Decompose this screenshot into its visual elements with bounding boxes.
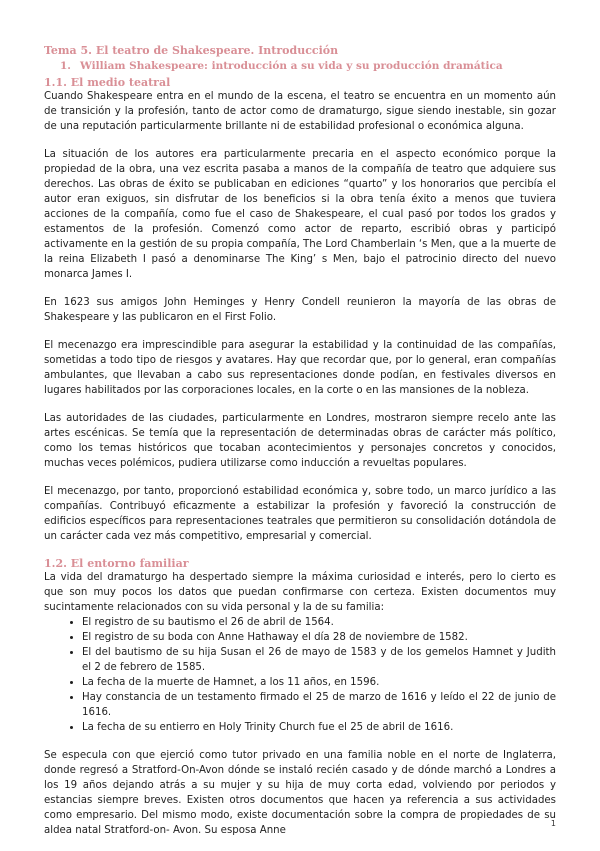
paragraph: Las autoridades de las ciudades, particularmente en Londres, mostraron siempre recelo ante las artes escénicas. Se temía que la representación de determinadas obras de carácter más político, como los temas históricos que tocaban acontecimientos y personajes concretos y conocidos, muchas veces polémicos, pudiera utilizarse como inducción a revueltas populares. [44, 413, 556, 469]
paragraph: Se especula con que ejerció como tutor privado en una familia noble en el norte de Inglaterra, donde regresó a Stratford-On-Avon dónde se instaló recién casado y de dónde marchó a Londres a los 19 años dejando atrás a su mujer y su hija de muy corta edad, volviendo por periodos y estancias siempre breves. Existen otros documentos que hacen ya referencia a sus actividades como empresario. Del mismo modo, existe documentación sobre la compra de propiedades de su aldea natal Stratford-on- Avon. Su esposa Anne [44, 750, 556, 836]
subtitle-text: William Shakespeare: introducción a su vida y su producción dramática [80, 60, 503, 72]
chapter-subtitle [60, 60, 503, 72]
list-item: • El del bautismo de su hija Susan el 26 de mayo de 1583 y de los gemelos Hamnet y Judith el 2 de febrero de 1585. [82, 645, 556, 675]
paragraph: El mecenazgo, por tanto, proporcionó estabilidad económica y, sobre todo, un marco jurídico a las compañías. Contribuyó eficazmente a estabilizar la profesión y favoreció la construcción de edificios específicos para representaciones teatrales que permitieron su consolidación dotándola de un carácter cada vez más competitivo, empresarial y comercial. [44, 486, 556, 542]
paragraph: La situación de los autores era particularmente precaria en el aspecto económico porque la propiedad de la obra, una vez escrita pasaba a manos de la compañía de teatro que adquiere sus derechos. Las obras de éxito se publicaban en ediciones “quarto” y los honorarios que percibía el autor eran exiguos, sin disfrutar de los beneficios si la obra tenía éxito a menos que tuviera acciones de la compañía, como fue el caso de Shakespeare, el cual pasó por todos los grados y estamentos de la profesión. Comenzó como actor de reparto, escribió obras y participó activamente en la gestión de su propia compañía, The Lord Chamberlain ‘s Men, que a la muerte de la reina Elizabeth I pasó a denominarse The King’ s Men, bajo el patrocinio directo del nuevo monarca James I. [44, 149, 557, 280]
page-number: 1 [550, 819, 556, 828]
paragraph: El mecenazgo era imprescindible para asegurar la estabilidad y la continuidad de las compañías, sometidas a todo tipo de riesgos y avatares. Hay que recordar que, por lo general, eran compañías ambulantes, que llevaban a cabo sus representaciones donde podían, en festivales diversos en lugares habilitados por las corporaciones locales, en la corte o en las mansiones de la nobleza. [44, 340, 556, 396]
list-item: • Hay constancia de un testamento firmado el 25 de marzo de 1616 y leído el 22 de junio de 1616. [82, 690, 556, 720]
section-heading-entorno-familiar: 1.2. El entorno familiar [44, 557, 189, 570]
subtitle-number: 1. [60, 60, 71, 72]
list-item: • La fecha de la muerte de Hamnet, a los 11 años, en 1596. [82, 675, 556, 690]
document-body [44, 76, 556, 851]
paragraph: Cuando Shakespeare entra en el mundo de la escena, el teatro se encuentra en un momento aún de transición y la profesión, tanto de actor como de dramaturgo, sigue siendo inestable, sin gozar de una reputación particularmente brillante ni de estabilidad profesional o económica alguna. [44, 91, 556, 132]
bullet-list [44, 615, 556, 735]
page-title: Tema 5. El teatro de Shakespeare. Introducción [44, 44, 339, 57]
list-item: • La fecha de su entierro en Holy Trinity Church fue el 25 de abril de 1616. [82, 720, 556, 735]
list-item: • El registro de su boda con Anne Hathaway el día 28 de noviembre de 1582. [82, 630, 556, 645]
paragraph: En 1623 sus amigos John Heminges y Henry Condell reunieron la mayoría de las obras de Shakespeare y las publicaron en el First Folio. [44, 297, 556, 323]
section-heading-medio-teatral: 1.1. El medio teatral [44, 76, 171, 89]
paragraph: La vida del dramaturgo ha despertado siempre la máxima curiosidad e interés, pero lo cierto es que son muy pocos los datos que puedan confirmarse con certeza. Existen documentos muy sucintamente relacionados con su vida personal y la de su familia: [44, 572, 556, 613]
list-item: • El registro de su bautismo el 26 de abril de 1564. [82, 615, 556, 630]
